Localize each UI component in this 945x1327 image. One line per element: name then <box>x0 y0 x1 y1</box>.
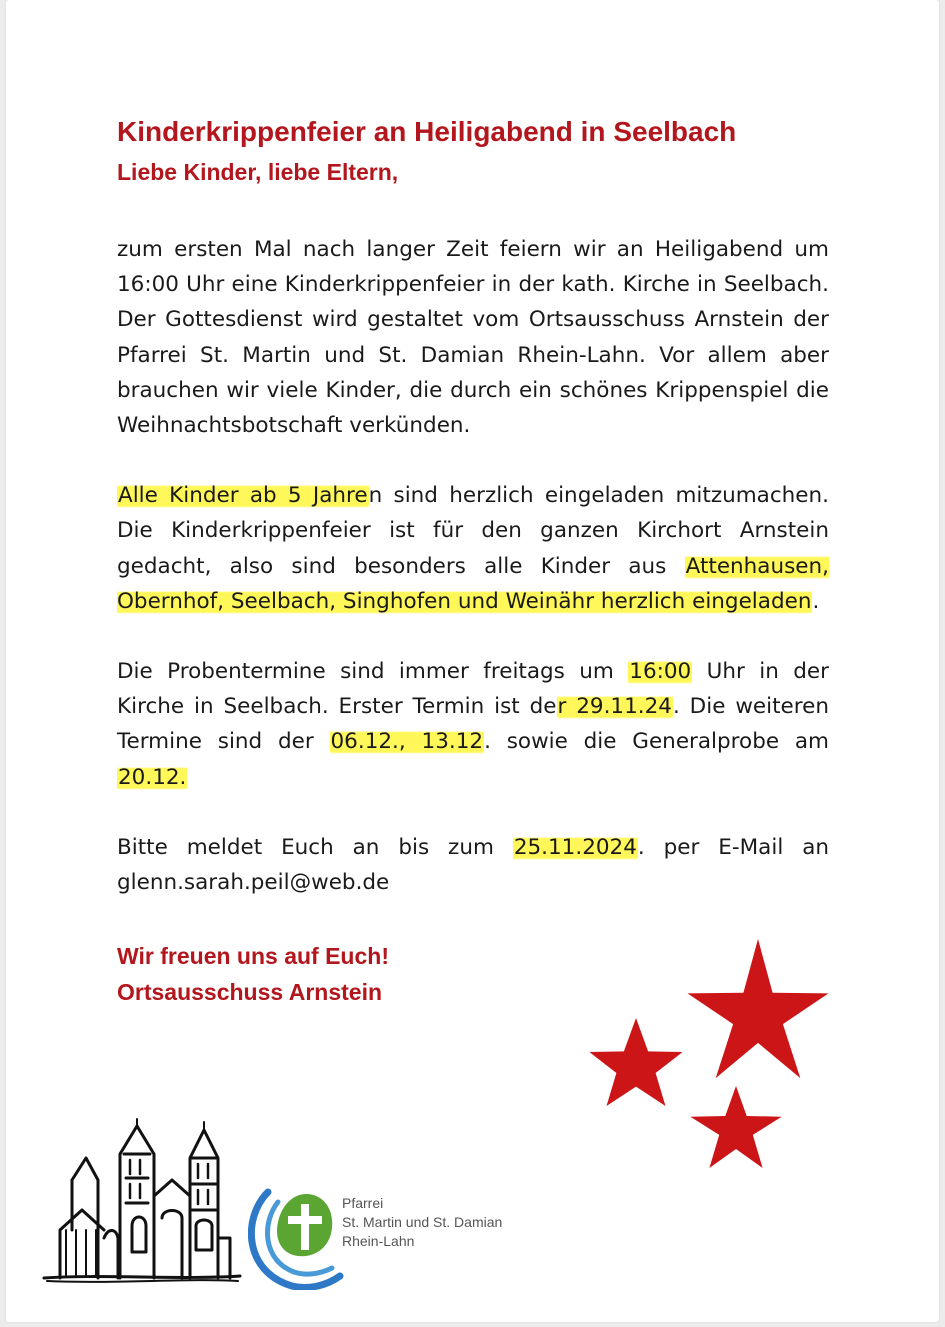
star-icon <box>688 939 829 1078</box>
paragraph-text: Bitte meldet Euch an bis zum <box>117 834 513 860</box>
email-address[interactable]: glenn.sarah.peil@web.de <box>117 870 390 896</box>
paragraph-text: . Die weiteren Termine sind der <box>117 694 829 755</box>
stars-decoration <box>576 938 836 1168</box>
paragraph-registration <box>117 830 829 900</box>
highlight-dress-rehearsal: 20.12. <box>118 764 187 790</box>
parish-name-line: Pfarrei <box>342 1195 384 1211</box>
flyer-content <box>117 110 829 1010</box>
paragraph-text: . sowie die Generalprobe am <box>484 729 829 755</box>
highlight-deadline: 25.11.2024 <box>513 834 637 860</box>
highlight-first-date: r 29.11.24 <box>557 694 672 720</box>
paragraph-text: Uhr in der Kirche in Seelbach. Erster Termin ist de <box>117 659 829 720</box>
closing-line: Wir freuen uns auf Euch! <box>117 943 389 970</box>
parish-name-line: Rhein-Lahn <box>342 1233 415 1249</box>
flyer-page <box>6 0 939 1322</box>
greeting: Liebe Kinder, liebe Eltern, <box>117 159 399 185</box>
paragraph-rehearsals <box>117 654 829 795</box>
church-sketch-icon <box>42 1118 242 1290</box>
paragraph-text: Die Probentermine sind immer freitags um <box>117 659 629 685</box>
highlight-villages: Attenhausen, Obernhof, Seelbach, Singhofen und Weinähr herzlich eingeladen <box>117 553 829 614</box>
closing-signature: Ortsausschuss Arnstein <box>117 979 383 1006</box>
parish-logo-icon <box>248 1188 344 1290</box>
highlight-further-dates: 06.12., 13.12 <box>330 729 484 755</box>
parish-name <box>342 1194 502 1251</box>
page-title: Kinderkrippenfeier an Heiligabend in Seelbach <box>117 116 737 147</box>
parish-name-line: St. Martin und St. Damian <box>342 1214 503 1230</box>
highlight-age: Alle Kinder ab 5 Jahre <box>118 483 368 509</box>
star-icon <box>589 1018 682 1106</box>
paragraph-text: n sind herzlich eingeladen mitzumachen. Die Kinderkrippenfeier ist für den ganzen Kirchort Arnstein gedacht, also sind besonders alle Kinder aus <box>117 483 829 579</box>
highlight-time: 16:00 <box>629 659 692 685</box>
paragraph-intro: zum ersten Mal nach langer Zeit feiern wir an Heiligabend um 16:00 Uhr eine Kinderkrippenfeier in der kath. Kirche in Seelbach. Der Gottesdienst wird gestaltet vom Ortsausschuss Arnstein der Pfarrei St. Martin und St. Damian Rhein-Lahn. Vor allem aber brauchen wir viele Kinder, die durch ein schönes Krippenspiel die Weihnachtsbotschaft verkünden. <box>117 237 829 439</box>
paragraph-text: . per E-Mail an <box>637 834 829 860</box>
star-icon <box>690 1086 781 1168</box>
paragraph-invitation <box>117 478 829 619</box>
paragraph-text: . <box>812 588 820 614</box>
